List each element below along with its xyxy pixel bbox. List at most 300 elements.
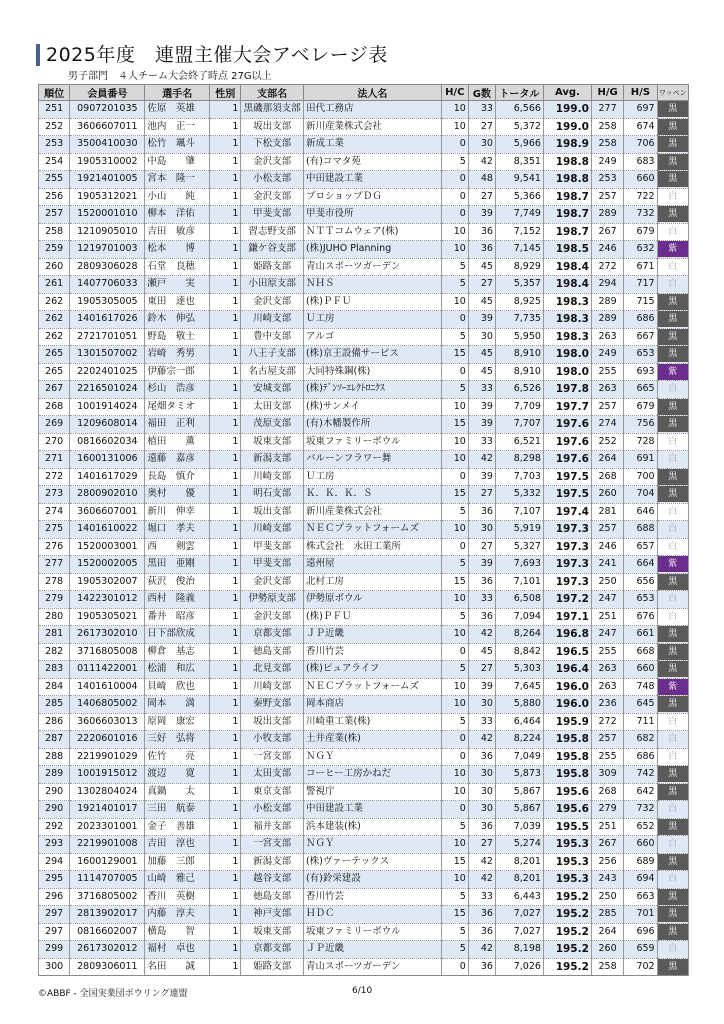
cell-high-series: 715	[624, 293, 657, 311]
cell-handicap: 10	[441, 871, 468, 889]
cell-patch	[657, 363, 688, 381]
cell-high-series: 674	[624, 118, 657, 136]
cell-handicap: 10	[441, 451, 468, 469]
cell-company: 香川竹芸	[303, 643, 441, 661]
cell-gender: 1	[210, 381, 241, 399]
cell-rank: 274	[39, 503, 70, 521]
cell-average: 197.6	[543, 451, 591, 469]
patch-badge: 黒	[658, 294, 688, 310]
cell-member-number: 3500410030	[70, 136, 145, 154]
cell-member-number: 2220601016	[70, 731, 145, 749]
cell-gender: 1	[210, 258, 241, 276]
patch-badge: 黒	[658, 399, 688, 415]
cell-games: 30	[468, 136, 495, 154]
cell-member-number: 1210905010	[70, 223, 145, 241]
cell-games: 33	[468, 888, 495, 906]
cell-gender: 1	[210, 696, 241, 714]
cell-branch: 東京支部	[241, 783, 304, 801]
cell-total: 8,351	[495, 153, 543, 171]
cell-rank: 297	[39, 923, 70, 941]
cell-branch: 小松支部	[241, 171, 304, 189]
table-row	[39, 538, 689, 556]
cell-member-number: 1001915012	[70, 766, 145, 784]
cell-player-name: 宮本 隆一	[145, 171, 210, 189]
table-row	[39, 503, 689, 521]
cell-average: 197.2	[543, 591, 591, 609]
cell-player-name: 松本 博	[145, 241, 210, 259]
cell-high-series: 700	[624, 468, 657, 486]
cell-company: (株)JUHO Planning	[303, 241, 441, 259]
cell-average: 199.0	[543, 118, 591, 136]
patch-badge: 黒	[658, 924, 688, 940]
cell-player-name: 荻沢 俊治	[145, 573, 210, 591]
cell-high-series: 646	[624, 503, 657, 521]
cell-company: ＨＤＣ	[303, 906, 441, 924]
cell-player-name: 杉山 浩彦	[145, 381, 210, 399]
cell-handicap: 10	[441, 696, 468, 714]
cell-high-series: 693	[624, 363, 657, 381]
cell-rank: 295	[39, 871, 70, 889]
cell-gender: 1	[210, 836, 241, 854]
cell-high-game: 257	[591, 188, 623, 206]
cell-games: 27	[468, 486, 495, 504]
cell-handicap: 0	[441, 363, 468, 381]
cell-gender: 1	[210, 888, 241, 906]
cell-player-name: 柳本 洋佑	[145, 206, 210, 224]
cell-company: アルゴ	[303, 328, 441, 346]
cell-company: (株)京王設備サービス	[303, 346, 441, 364]
patch-badge: 黒	[658, 311, 688, 327]
cell-branch: 福井支部	[241, 818, 304, 836]
cell-gender: 1	[210, 416, 241, 434]
cell-company: (株)ピュアライフ	[303, 661, 441, 679]
cell-high-game: 255	[591, 748, 623, 766]
cell-total: 8,224	[495, 731, 543, 749]
patch-badge: 紫	[658, 556, 688, 572]
cell-total: 6,508	[495, 591, 543, 609]
cell-member-number: 3606603013	[70, 713, 145, 731]
cell-gender: 1	[210, 136, 241, 154]
cell-rank: 290	[39, 801, 70, 819]
header-high-game: H/G	[591, 85, 623, 101]
cell-patch	[657, 188, 688, 206]
cell-high-game: 260	[591, 486, 623, 504]
cell-high-game: 251	[591, 608, 623, 626]
cell-member-number: 0816602034	[70, 433, 145, 451]
cell-high-series: 701	[624, 906, 657, 924]
cell-rank: 275	[39, 521, 70, 539]
cell-company: 坂東ファミリーボウル	[303, 923, 441, 941]
cell-member-number: 1302804024	[70, 783, 145, 801]
cell-gender: 1	[210, 293, 241, 311]
patch-badge: 黒	[658, 574, 688, 590]
cell-member-number: 2617302010	[70, 626, 145, 644]
cell-rank: 292	[39, 818, 70, 836]
patch-badge: 白	[668, 436, 678, 447]
cell-member-number: 2219901008	[70, 836, 145, 854]
cell-branch: 坂出支部	[241, 503, 304, 521]
table-row	[39, 363, 689, 381]
cell-rank: 268	[39, 398, 70, 416]
cell-total: 8,910	[495, 346, 543, 364]
cell-average: 197.5	[543, 468, 591, 486]
cell-branch: 坂出支部	[241, 118, 304, 136]
cell-gender: 1	[210, 363, 241, 381]
cell-handicap: 0	[441, 188, 468, 206]
cell-rank: 270	[39, 433, 70, 451]
cell-branch: 八王子支部	[241, 346, 304, 364]
cell-games: 45	[468, 346, 495, 364]
cell-high-game: 257	[591, 521, 623, 539]
cell-total: 7,049	[495, 748, 543, 766]
cell-handicap: 0	[441, 643, 468, 661]
cell-high-game: 272	[591, 713, 623, 731]
cell-member-number: 1520003001	[70, 538, 145, 556]
cell-handicap: 0	[441, 538, 468, 556]
cell-player-name: 加藤 三郎	[145, 853, 210, 871]
cell-branch: 金沢支部	[241, 153, 304, 171]
cell-high-game: 246	[591, 538, 623, 556]
table-row	[39, 188, 689, 206]
cell-handicap: 10	[441, 223, 468, 241]
cell-handicap: 5	[441, 556, 468, 574]
cell-company: 土井産業(株)	[303, 731, 441, 749]
cell-average: 195.2	[543, 941, 591, 959]
cell-handicap: 5	[441, 381, 468, 399]
cell-company: 川崎重工業(株)	[303, 713, 441, 731]
cell-patch	[657, 398, 688, 416]
header-member-number: 会員番号	[70, 85, 145, 101]
cell-high-series: 645	[624, 696, 657, 714]
cell-total: 5,867	[495, 801, 543, 819]
cell-total: 9,541	[495, 171, 543, 189]
cell-player-name: 瀬戸 実	[145, 276, 210, 294]
cell-patch	[657, 223, 688, 241]
patch-badge: 白	[668, 454, 678, 465]
cell-gender: 1	[210, 661, 241, 679]
cell-average: 195.5	[543, 818, 591, 836]
cell-branch: 下松支部	[241, 136, 304, 154]
cell-patch	[657, 678, 688, 696]
cell-average: 196.0	[543, 696, 591, 714]
cell-total: 8,264	[495, 626, 543, 644]
cell-handicap: 5	[441, 328, 468, 346]
cell-games: 42	[468, 153, 495, 171]
patch-badge: 黒	[658, 101, 688, 117]
cell-gender: 1	[210, 871, 241, 889]
cell-patch	[657, 573, 688, 591]
cell-member-number: 1209608014	[70, 416, 145, 434]
cell-high-game: 277	[591, 101, 623, 119]
table-row	[39, 346, 689, 364]
cell-total: 7,152	[495, 223, 543, 241]
cell-average: 195.3	[543, 836, 591, 854]
table-row	[39, 678, 689, 696]
cell-gender: 1	[210, 906, 241, 924]
cell-player-name: 池内 正一	[145, 118, 210, 136]
cell-branch: 小牧支部	[241, 731, 304, 749]
cell-branch: 川崎支部	[241, 521, 304, 539]
cell-high-series: 696	[624, 923, 657, 941]
cell-player-name: 黒田 亜剛	[145, 556, 210, 574]
table-row	[39, 731, 689, 749]
cell-high-game: 294	[591, 276, 623, 294]
patch-badge: 黒	[658, 644, 688, 660]
cell-player-name: 小山 純	[145, 188, 210, 206]
cell-rank: 254	[39, 153, 70, 171]
cell-member-number: 1905302007	[70, 573, 145, 591]
cell-average: 196.4	[543, 661, 591, 679]
cell-rank: 251	[39, 101, 70, 119]
table-row	[39, 276, 689, 294]
cell-member-number: 0816602007	[70, 923, 145, 941]
cell-high-game: 289	[591, 206, 623, 224]
cell-gender: 1	[210, 101, 241, 119]
cell-gender: 1	[210, 573, 241, 591]
cell-member-number: 2617302012	[70, 941, 145, 959]
cell-rank: 262	[39, 293, 70, 311]
cell-branch: 京都支部	[241, 626, 304, 644]
table-row	[39, 801, 689, 819]
cell-average: 198.8	[543, 171, 591, 189]
cell-player-name: 山崎 雅己	[145, 871, 210, 889]
cell-company: (株)ＰＦＵ	[303, 293, 441, 311]
cell-total: 5,867	[495, 783, 543, 801]
cell-member-number: 1114707005	[70, 871, 145, 889]
cell-player-name: 横島 智	[145, 923, 210, 941]
cell-company: (株)ﾃﾞﾝｿｰｴﾚｸﾄﾛﾆｸｽ	[303, 381, 441, 399]
cell-high-series: 642	[624, 783, 657, 801]
cell-games: 30	[468, 521, 495, 539]
cell-high-series: 659	[624, 941, 657, 959]
cell-patch	[657, 153, 688, 171]
cell-average: 195.2	[543, 958, 591, 976]
patch-badge: 黒	[658, 784, 688, 800]
cell-player-name: 鈴木 伸弘	[145, 311, 210, 329]
cell-rank: 265	[39, 346, 70, 364]
cell-member-number: 0111422001	[70, 661, 145, 679]
cell-player-name: 三田 航泰	[145, 801, 210, 819]
cell-high-game: 289	[591, 311, 623, 329]
cell-gender: 1	[210, 153, 241, 171]
cell-total: 8,929	[495, 258, 543, 276]
cell-player-name: 東田 達也	[145, 293, 210, 311]
cell-total: 7,026	[495, 958, 543, 976]
cell-games: 39	[468, 398, 495, 416]
patch-badge: 黒	[658, 486, 688, 502]
cell-games: 39	[468, 206, 495, 224]
cell-average: 197.3	[543, 556, 591, 574]
cell-high-game: 236	[591, 696, 623, 714]
cell-patch	[657, 258, 688, 276]
cell-company: プロショップＤＧ	[303, 188, 441, 206]
cell-average: 197.7	[543, 398, 591, 416]
cell-high-game: 264	[591, 923, 623, 941]
cell-high-game: 263	[591, 328, 623, 346]
cell-player-name: 野島 敬士	[145, 328, 210, 346]
cell-high-game: 268	[591, 468, 623, 486]
cell-total: 6,566	[495, 101, 543, 119]
patch-badge: 白	[668, 734, 678, 745]
cell-gender: 1	[210, 923, 241, 941]
cell-company: コーヒー工房かねだ	[303, 766, 441, 784]
cell-average: 195.9	[543, 713, 591, 731]
patch-badge: 白	[668, 611, 678, 622]
cell-total: 5,873	[495, 766, 543, 784]
cell-branch: 太田支部	[241, 766, 304, 784]
cell-rank: 267	[39, 381, 70, 399]
cell-player-name: 尾畑タミオ	[145, 398, 210, 416]
cell-rank: 269	[39, 416, 70, 434]
cell-branch: 徳島支部	[241, 888, 304, 906]
cell-branch: 金沢支部	[241, 188, 304, 206]
cell-high-series: 702	[624, 958, 657, 976]
cell-handicap: 10	[441, 783, 468, 801]
cell-handicap: 0	[441, 958, 468, 976]
cell-high-game: 263	[591, 678, 623, 696]
cell-player-name: 奥村 優	[145, 486, 210, 504]
cell-high-game: 263	[591, 661, 623, 679]
cell-high-series: 671	[624, 258, 657, 276]
cell-member-number: 2800902010	[70, 486, 145, 504]
cell-average: 198.8	[543, 153, 591, 171]
cell-handicap: 10	[441, 398, 468, 416]
table-row	[39, 433, 689, 451]
cell-total: 8,925	[495, 293, 543, 311]
table-row	[39, 836, 689, 854]
cell-branch: 神戸支部	[241, 906, 304, 924]
cell-player-name: 西 剣雲	[145, 538, 210, 556]
cell-games: 36	[468, 906, 495, 924]
patch-badge: 紫	[658, 241, 688, 257]
cell-average: 197.3	[543, 573, 591, 591]
table-row	[39, 223, 689, 241]
cell-high-series: 660	[624, 661, 657, 679]
cell-high-series: 667	[624, 328, 657, 346]
table-row	[39, 626, 689, 644]
cell-games: 27	[468, 118, 495, 136]
cell-member-number: 1600129001	[70, 853, 145, 871]
cell-player-name: 日下部欣成	[145, 626, 210, 644]
cell-company: 香川竹芸	[303, 888, 441, 906]
cell-gender: 1	[210, 346, 241, 364]
cell-gender: 1	[210, 241, 241, 259]
cell-average: 198.7	[543, 206, 591, 224]
cell-average: 195.3	[543, 871, 591, 889]
cell-high-game: 258	[591, 958, 623, 976]
cell-high-series: 704	[624, 486, 657, 504]
cell-gender: 1	[210, 521, 241, 539]
cell-total: 5,880	[495, 696, 543, 714]
cell-company: 新成工業	[303, 136, 441, 154]
cell-handicap: 0	[441, 171, 468, 189]
cell-handicap: 5	[441, 818, 468, 836]
cell-patch	[657, 766, 688, 784]
cell-player-name: 中島 肇	[145, 153, 210, 171]
table-header-row	[39, 85, 689, 101]
cell-handicap: 0	[441, 801, 468, 819]
cell-rank: 299	[39, 941, 70, 959]
cell-player-name: 石堂 良穂	[145, 258, 210, 276]
table-row	[39, 783, 689, 801]
cell-rank: 284	[39, 678, 70, 696]
cell-member-number: 1301507002	[70, 346, 145, 364]
table-row	[39, 888, 689, 906]
cell-high-game: 252	[591, 433, 623, 451]
cell-average: 198.3	[543, 328, 591, 346]
cell-branch: 姫路支部	[241, 258, 304, 276]
cell-member-number: 1921401005	[70, 171, 145, 189]
cell-rank: 260	[39, 258, 70, 276]
cell-handicap: 5	[441, 888, 468, 906]
cell-high-game: 263	[591, 381, 623, 399]
cell-branch: 小田原支部	[241, 276, 304, 294]
patch-badge: 黒	[658, 959, 688, 975]
cell-player-name: 西村 隆義	[145, 591, 210, 609]
cell-gender: 1	[210, 398, 241, 416]
header-patch: ワッペン	[657, 85, 688, 101]
cell-total: 8,201	[495, 871, 543, 889]
table-row	[39, 486, 689, 504]
table-row	[39, 521, 689, 539]
cell-average: 197.6	[543, 416, 591, 434]
cell-company: (株)ＰＦＵ	[303, 608, 441, 626]
cell-patch	[657, 293, 688, 311]
cell-games: 33	[468, 713, 495, 731]
cell-company: 岡本商店	[303, 696, 441, 714]
cell-average: 195.6	[543, 801, 591, 819]
cell-handicap: 15	[441, 346, 468, 364]
cell-total: 6,526	[495, 381, 543, 399]
cell-high-series: 756	[624, 416, 657, 434]
cell-games: 36	[468, 223, 495, 241]
cell-rank: 256	[39, 188, 70, 206]
cell-handicap: 0	[441, 731, 468, 749]
table-row	[39, 153, 689, 171]
cell-total: 8,910	[495, 363, 543, 381]
cell-high-game: 247	[591, 591, 623, 609]
cell-member-number: 2202401025	[70, 363, 145, 381]
cell-high-game: 251	[591, 818, 623, 836]
cell-branch: 甲斐支部	[241, 538, 304, 556]
patch-badge: 黒	[658, 626, 688, 642]
footer-copyright: ©ABBF - 全国実業団ボウリング連盟	[38, 989, 188, 999]
cell-games: 36	[468, 503, 495, 521]
cell-gender: 1	[210, 748, 241, 766]
cell-handicap: 10	[441, 626, 468, 644]
cell-patch	[657, 486, 688, 504]
cell-average: 198.0	[543, 363, 591, 381]
cell-high-game: 309	[591, 766, 623, 784]
cell-handicap: 10	[441, 766, 468, 784]
cell-high-series: 706	[624, 136, 657, 154]
cell-games: 36	[468, 608, 495, 626]
cell-patch	[657, 503, 688, 521]
cell-handicap: 0	[441, 468, 468, 486]
cell-high-game: 279	[591, 801, 623, 819]
patch-badge: 白	[668, 384, 678, 395]
cell-gender: 1	[210, 853, 241, 871]
cell-company: ＮＧＹ	[303, 748, 441, 766]
table-row	[39, 643, 689, 661]
cell-average: 199.0	[543, 101, 591, 119]
cell-high-series: 656	[624, 573, 657, 591]
cell-total: 7,027	[495, 923, 543, 941]
cell-games: 27	[468, 276, 495, 294]
cell-average: 196.0	[543, 678, 591, 696]
cell-high-series: 668	[624, 643, 657, 661]
cell-handicap: 10	[441, 836, 468, 854]
